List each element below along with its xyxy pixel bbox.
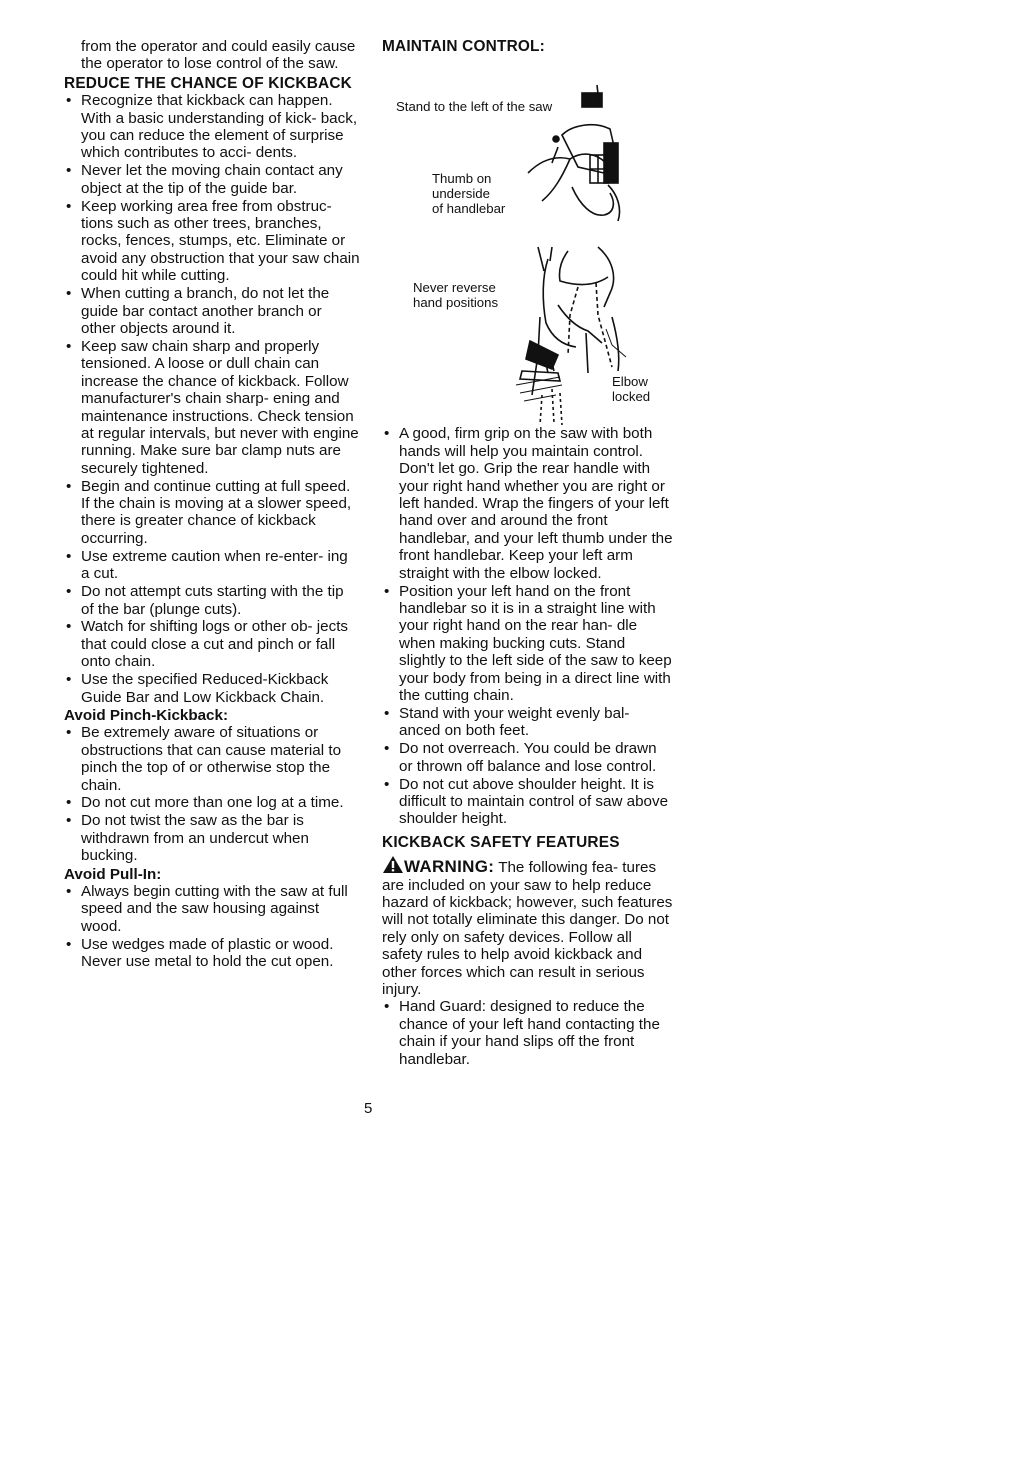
page-number: 5 [364,1100,373,1117]
caption-never-1: Never reverse [413,280,496,296]
bullet: • [66,794,72,812]
list-item: • Stand with your weight evenly bal- anced on both feet. [384,704,630,740]
bullet: • [66,477,72,495]
list-item: • Do not cut more than one log at a time. [66,794,344,812]
list-item: • Keep saw chain sharp and properly tensioned. A loose or dull chain can increase the chance of kickback. Follow manufacturer's chain sharp- ening and maintenance instructions. Check tension at regular intervals, but never with engine running. Make sure bar clamp nuts are securely tightened. [66,337,359,477]
bullet: • [66,337,72,355]
list-item: • When cutting a branch, do not let the guide bar contact another branch or other objects around it. [66,285,330,337]
bullet: • [384,775,390,793]
reduce-kickback-heading: REDUCE THE CHANCE OF KICKBACK [64,74,352,92]
list-item: • A good, firm grip on the saw with both hands will help you maintain control. Don't let go. Grip the rear handle with your right hand whether you are right or left handed. Wrap the fingers of your left hand over and around the front handlebar, and your left thumb under the front handlebar. Keep your left arm straight with the elbow locked. [384,425,673,582]
continuation-text: from the operator and could easily cause the operator to lose control of the saw. [81,38,356,73]
bullet: • [66,883,72,900]
list-item: • Do not overreach. You could be drawn or thrown off balance and lose control. [384,740,657,775]
pinch-kickback-heading: Avoid Pinch-Kickback: [64,706,229,724]
list-item: • Use wedges made of plastic or wood. Never use metal to hold the cut open. [66,935,334,971]
bullet: • [384,998,390,1016]
bullet: • [384,704,390,722]
reduce-kickback-list [64,92,360,706]
bullet: • [66,935,72,953]
warning-paragraph [382,855,674,998]
caption-stand-left: Stand to the left of the saw [396,99,553,115]
bullet: • [66,285,72,303]
bullet: • [384,582,390,600]
list-item: • Begin and continue cutting at full speed. If the chain is moving at a slower speed, there is greater chance of kickback occurring. [66,477,352,547]
list-item: • Hand Guard: designed to reduce the chance of your left hand contacting the chain if your hand slips off the front handlebar. [384,998,660,1068]
bullet: • [66,724,72,742]
caption-thumb-2: underside [432,186,490,202]
list-item: • Do not attempt cuts starting with the tip of the bar (plunge cuts). [66,583,344,618]
right-column [382,38,674,1069]
list-item: • Be extremely aware of situations or obstructions that can cause material to pinch the top of or otherwise stop the chain. [66,724,342,794]
list-item: • Recognize that kickback can happen. With a basic understanding of kick- back, you can reduce the element of surprise which contributes to acci- dents. [66,92,358,162]
bullet: • [66,92,72,110]
bullet: • [66,812,72,830]
maintain-control-illustration [382,55,674,425]
warning-word: WARNING: [404,857,495,877]
list-item: • Never let the moving chain contact any object at the tip of the guide bar. [66,162,343,197]
operator-stance-drawing [516,247,626,425]
bullet: • [66,618,72,636]
maintain-control-list [382,425,674,827]
warning-text: The following fea- tures are included on your saw to help reduce hazard of kickback; however, such features will not totally eliminate this danger. Do not rely only on safety devices. Follow all safety rules to help avoid kickback and other forces which can result in serious injury. [382,859,673,998]
caption-thumb-1: Thumb on [432,171,492,187]
caption-never-2: hand positions [413,295,499,311]
list-item: • Do not cut above shoulder height. It is difficult to maintain control of saw above shoulder height. [384,775,669,828]
bullet: • [66,583,72,601]
caption-elbow-1: Elbow [612,374,648,390]
pull-in-list [64,883,360,971]
bullet: • [384,740,390,758]
maintain-control-heading: MAINTAIN CONTROL: [382,38,545,55]
pinch-kickback-list [64,724,360,864]
bullet: • [66,197,72,215]
caption-thumb-3: of handlebar [432,201,506,217]
list-item: • Use the specified Reduced-Kickback Guide Bar and Low Kickback Chain. [66,671,329,706]
bullet: • [66,671,72,689]
bullet: • [66,547,72,565]
list-item: • Position your left hand on the front handlebar so it is in a straight line with your right hand on the rear han- dle when making bucking cuts. Stand slightly to the left side of the saw to keep your body from being in a direct line with the cutting chain. [384,582,672,704]
bullet: • [66,162,72,180]
caption-elbow-2: locked [612,389,651,405]
list-item: • Do not twist the saw as the bar is withdrawn from an undercut when bucking. [66,812,309,865]
warning-triangle-icon [382,855,404,874]
left-column [64,38,360,971]
safety-features-list [382,998,674,1068]
list-item: • Always begin cutting with the saw at full speed and the saw housing against wood. [66,883,348,935]
pull-in-heading: Avoid Pull-In: [64,865,162,883]
list-item: • Keep working area free from obstruc- tions such as other trees, branches, rocks, fences, stumps, etc. Eliminate or avoid any obstruction that your saw chain could hit while cutting. [66,197,360,285]
kickback-safety-heading: KICKBACK SAFETY FEATURES [382,833,620,851]
list-item: • Watch for shifting logs or other ob- jects that could close a cut and pinch or fall onto chain. [66,618,349,671]
bullet: • [384,425,390,443]
list-item: • Use extreme caution when re-enter- ing a cut. [66,547,348,583]
